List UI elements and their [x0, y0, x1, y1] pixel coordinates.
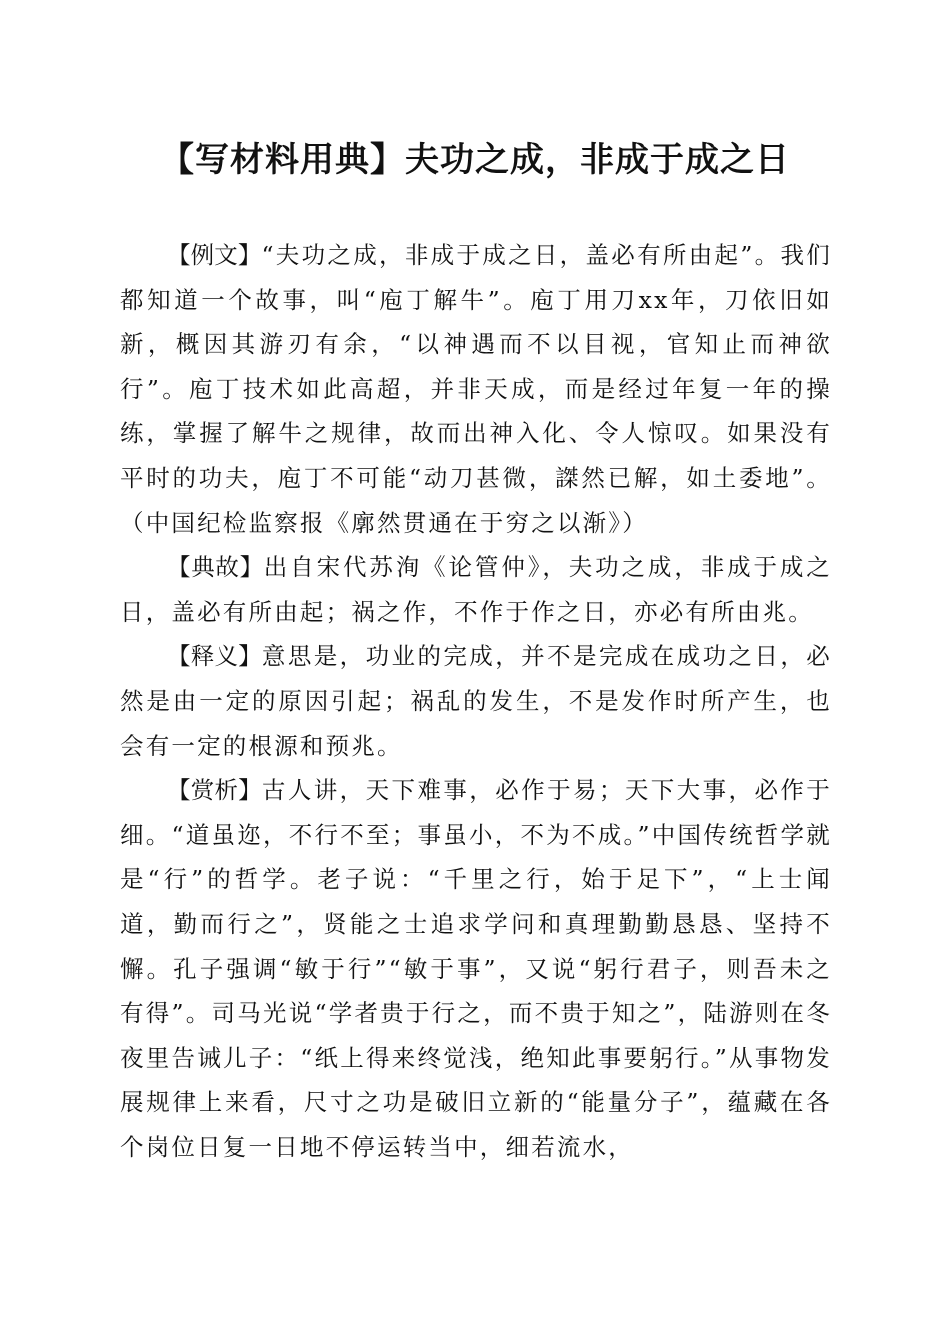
paragraph-text: 出自宋代苏洵《论管仲》，夫功之成，非成于成之日，盖必有所由起；祸之作，不作于作之日，亦必有所由兆。	[120, 553, 832, 626]
paragraph-text: 意思是，功业的完成，并不是完成在成功之日，必然是由一定的原因引起；祸乱的发生，不是发作时所产生，也会有一定的根源和预兆。	[120, 642, 833, 760]
paragraph-allusion	[120, 545, 832, 634]
paragraph-appreciation	[120, 768, 832, 1169]
paragraph-tag: 【赏析】	[167, 776, 262, 805]
paragraph-tag: 【例文】	[167, 241, 262, 269]
paragraph-meaning	[120, 634, 832, 768]
paragraph-example	[120, 233, 832, 545]
document-body	[120, 233, 832, 1169]
paragraph-text: “夫功之成，非成于成之日，盖必有所由起”。我们都知道一个故事，叫“庖丁解牛”。庖丁用刀xx年，刀依旧如新，概因其游刃有余，“以神遇而不以目视，官知止而神欲行”。庖丁技术如此高超，并非天成，而是经过年复一年的操练，掌握了解牛之规律，故而出神入化、令人惊叹。如果没有平时的功夫，庖丁不可能“动刀甚微，謋然已解，如土委地”。（中国纪检监察报《廓然贯通在于穷之以渐》）	[120, 241, 832, 537]
document-title: 【写材料用典】夫功之成，非成于成之日	[160, 140, 790, 180]
paragraph-tag: 【典故】	[167, 553, 264, 582]
paragraph-text: 古人讲，天下难事，必作于易；天下大事，必作于细。“道虽迩，不行不至；事虽小，不为不成。”中国传统哲学就是“行”的哲学。老子说：“千里之行，始于足下”，“上士闻道，勤而行之”，贤能之士追求学问和真理勤勤恳恳、坚持不懈。孔子强调“敏于行”“敏于事”，又说“躬行君子，则吾未之有得”。司马光说“学者贵于行之，而不贵于知之”，陆游则在冬夜里告诫儿子：“纸上得来终觉浅，绝知此事要躬行。”从事物发展规律上来看，尺寸之功是破旧立新的“能量分子”，蕴藏在各个岗位日复一日地不停运转当中，细若流水，	[120, 776, 833, 1161]
paragraph-tag: 【释义】	[167, 642, 262, 671]
